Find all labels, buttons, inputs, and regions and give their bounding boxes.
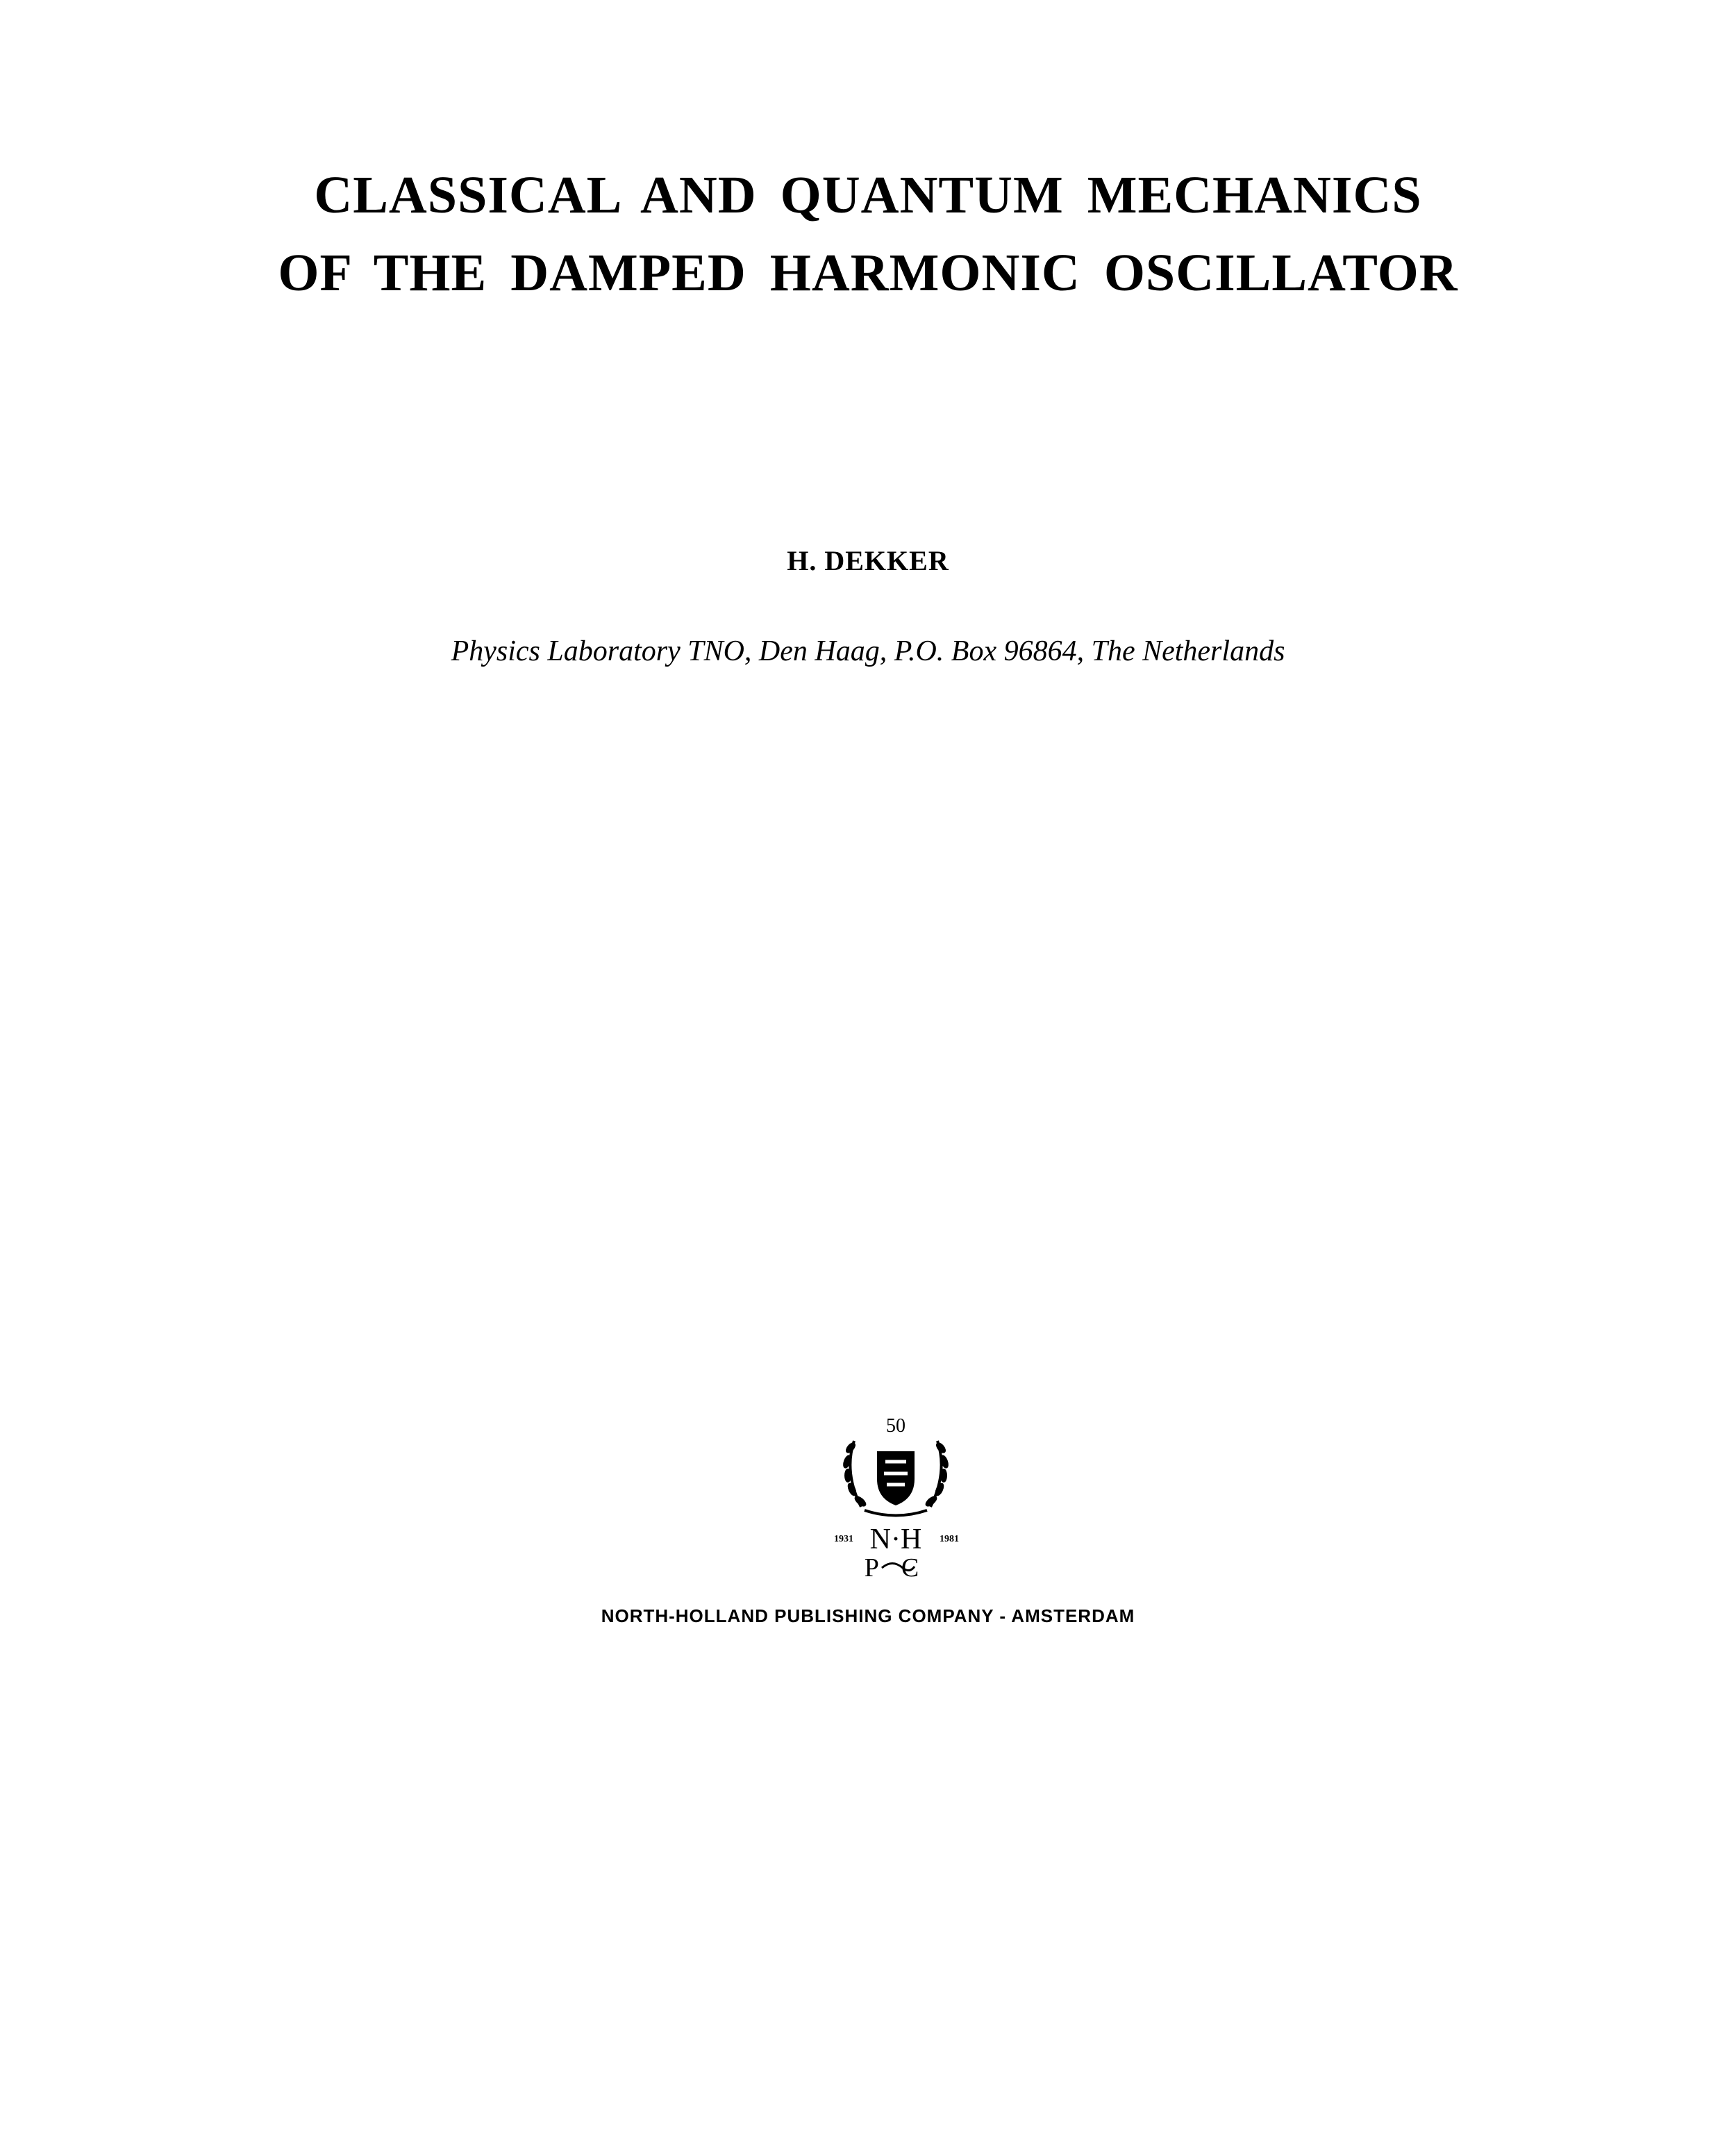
author-affiliation: Physics Laboratory TNO, Den Haag, P.O. Box 96864, The Netherlands <box>451 635 1285 667</box>
author-name: H. DEKKER <box>787 545 949 576</box>
title-line-2: OF THE DAMPED HARMONIC OSCILLATOR <box>278 244 1458 302</box>
title-line-1: CLASSICAL AND QUANTUM MECHANICS <box>314 166 1422 224</box>
page-title <box>0 156 1736 312</box>
seal-number: 50 <box>886 1415 905 1437</box>
seal-initials-top: N·H <box>869 1523 922 1555</box>
seal-initials-bottom: P C <box>864 1553 928 1582</box>
publisher-name: NORTH-HOLLAND PUBLISHING COMPANY - AMSTERDAM <box>601 1605 1135 1626</box>
seal-year-left: 1931 <box>834 1534 853 1544</box>
publisher-logo <box>823 1410 969 1583</box>
seal-year-right: 1981 <box>940 1534 959 1544</box>
publisher-seal-icon <box>823 1410 969 1583</box>
